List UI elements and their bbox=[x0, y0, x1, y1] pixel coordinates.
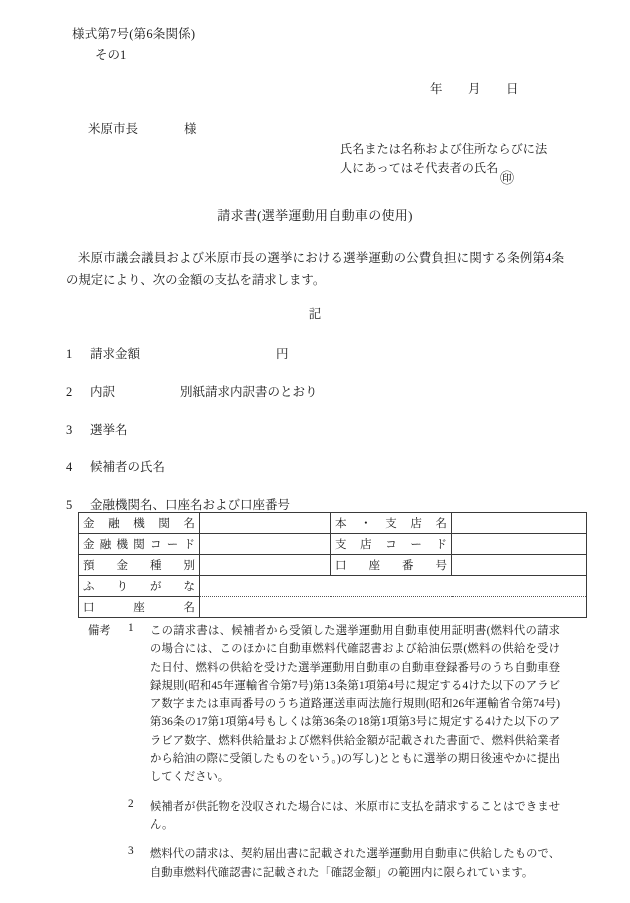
note-text: この請求書は、候補者から受領した選挙運動用自動車使用証明書(燃料代の請求の場合には、このほかに自動車燃料代確認書および給油伝票(燃料の供給を受けた日付、燃料の供給を受けた選挙運動用自動車の自動車登録番号のうち自動車登録規則(昭和45年運輸省令第7号)第13条第1項第4号に規定する4けた以下のアラビア数字または車両番号のうち道路運送車両法施行規則(昭和26年運輸省令第74号)第36条の17第1項第4号もしくは第36条の18第1項第3号に規定する4けた以下のアラビア数字、燃料供給量および燃料供給金額が記載された書面で、燃料供給業者から給油の際に受領したものをいう。)の写し)とともに選挙の期日後速やかに提出してください。 bbox=[150, 625, 560, 784]
item-number: 1 bbox=[66, 347, 73, 361]
date-month-label: 月 bbox=[468, 82, 481, 96]
bank-institution-code-value[interactable] bbox=[200, 534, 331, 555]
item-bank-details bbox=[66, 495, 290, 513]
bank-branch-code-value[interactable] bbox=[452, 534, 587, 555]
table-row bbox=[79, 555, 587, 576]
item-label: 候補者の氏名 bbox=[90, 460, 166, 474]
account-number-label: 口座番号 bbox=[331, 555, 452, 576]
item-number: 5 bbox=[66, 498, 73, 512]
item-number: 3 bbox=[66, 423, 73, 437]
form-subcode: その1 bbox=[95, 48, 127, 62]
page-title: 請求書(選挙運動用自動車の使用) bbox=[217, 208, 413, 223]
account-name-label: 口座名 bbox=[79, 597, 200, 618]
item-number: 2 bbox=[66, 385, 73, 399]
notes-section bbox=[88, 622, 560, 893]
date-year-label: 年 bbox=[430, 82, 443, 96]
account-furigana-label: ふりがな bbox=[79, 576, 200, 597]
bank-details-table bbox=[78, 512, 587, 618]
date-day-label: 日 bbox=[506, 82, 519, 96]
account-number-value[interactable] bbox=[452, 555, 587, 576]
note-number: 1 bbox=[128, 622, 134, 634]
account-name-value[interactable] bbox=[200, 597, 587, 618]
deposit-type-label: 預金種別 bbox=[79, 555, 200, 576]
item-value: 円 bbox=[276, 347, 289, 361]
item-request-amount bbox=[66, 344, 289, 362]
note-text: 候補者が供託物を没収された場合には、米原市に支払を請求することはできません。 bbox=[150, 800, 560, 831]
intro-paragraph: 米原市議会議員および米原市長の選挙における選挙運動の公費負担に関する条例第4条の規定により、次の金額の支払を請求します。 bbox=[66, 251, 564, 287]
notes-heading: 備考 bbox=[88, 625, 111, 637]
table-row bbox=[79, 597, 587, 618]
note-number: 3 bbox=[128, 845, 134, 858]
bank-institution-code-label: 金融機関コード bbox=[79, 534, 200, 555]
table-row bbox=[79, 513, 587, 534]
note-item bbox=[88, 622, 560, 787]
deposit-type-value[interactable] bbox=[200, 555, 331, 576]
item-value: 別紙請求内訳書のとおり bbox=[180, 385, 318, 399]
addressee-name: 米原市長 bbox=[88, 122, 139, 136]
signature-block: 氏名または名称および住所ならびに法人にあってはそ代表者の氏名 bbox=[340, 142, 548, 175]
bank-institution-name-label: 金融機関名 bbox=[79, 513, 200, 534]
item-candidate-name bbox=[66, 457, 165, 475]
item-label: 金融機関名、口座名および口座番号 bbox=[90, 498, 291, 512]
addressee bbox=[88, 119, 197, 137]
table-row bbox=[79, 576, 587, 597]
seal-icon: ㊞ bbox=[500, 171, 514, 187]
note-text: 燃料代の請求は、契約届出書に記載された選挙運動用自動車に供給したもので、自動車燃料代確認書に記載された「確認金額」の範囲内に限られています。 bbox=[150, 848, 560, 879]
bank-branch-name-label: 本・支店名 bbox=[331, 513, 452, 534]
bank-branch-code-label: 支店コード bbox=[331, 534, 452, 555]
item-election-name bbox=[66, 420, 128, 438]
item-label: 選挙名 bbox=[90, 423, 128, 437]
table-row bbox=[79, 534, 587, 555]
bank-institution-name-value[interactable] bbox=[200, 513, 331, 534]
account-furigana-value[interactable] bbox=[200, 576, 587, 597]
note-item bbox=[88, 798, 560, 835]
date-line bbox=[430, 79, 519, 97]
item-breakdown bbox=[66, 382, 318, 400]
item-label: 請求金額 bbox=[90, 347, 141, 361]
item-label: 内訳 bbox=[90, 385, 116, 399]
item-number: 4 bbox=[66, 460, 73, 474]
addressee-honorific: 様 bbox=[184, 122, 197, 136]
bank-branch-name-value[interactable] bbox=[452, 513, 587, 534]
ki-marker: 記 bbox=[308, 307, 322, 321]
form-code: 様式第7号(第6条関係) bbox=[72, 27, 196, 41]
note-item bbox=[88, 845, 560, 882]
note-number: 2 bbox=[128, 797, 134, 810]
